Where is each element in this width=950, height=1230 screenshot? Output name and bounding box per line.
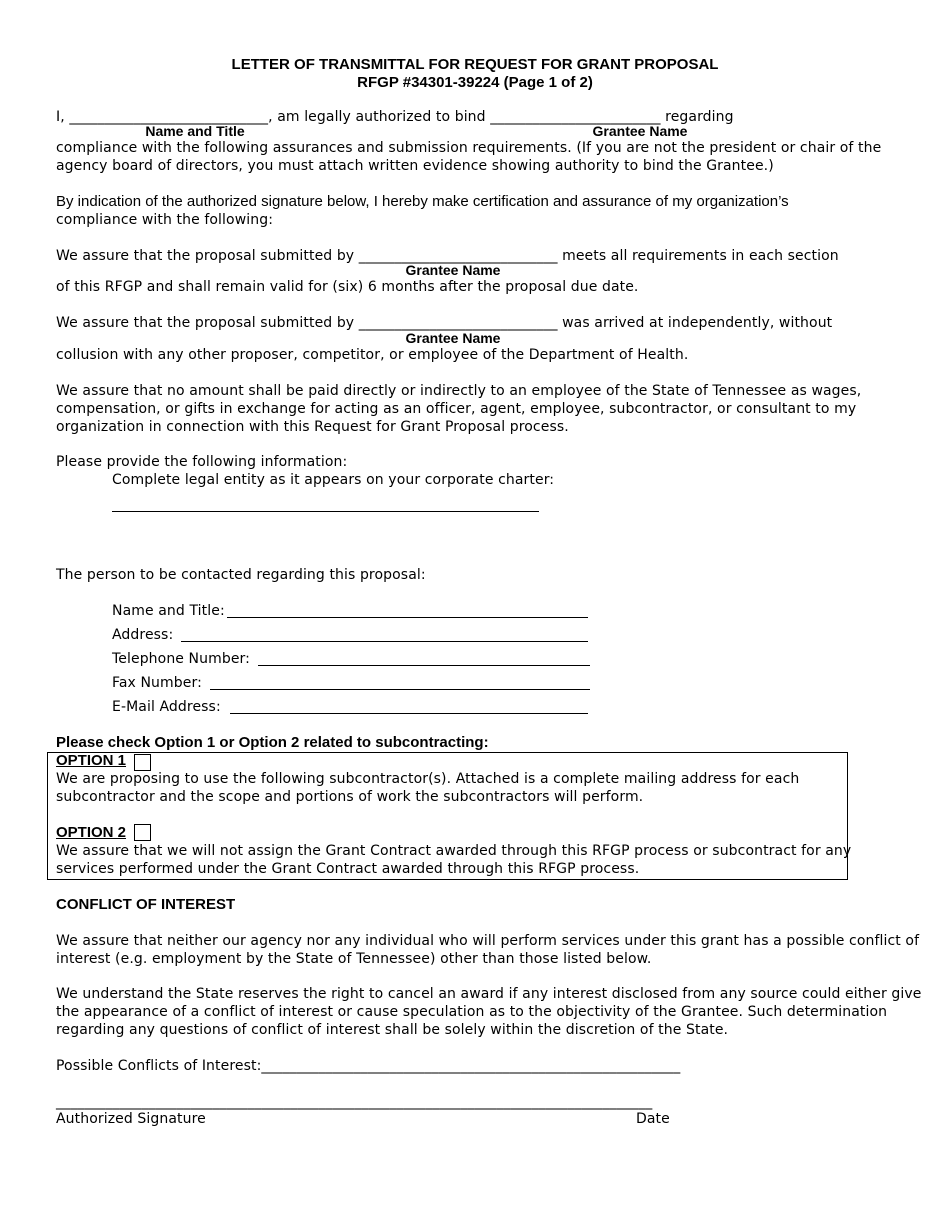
option-1-checkbox[interactable] — [134, 754, 151, 771]
option-1-line-1: We are proposing to use the following subcontractor(s). Attached is a complete mailing address for each — [56, 771, 800, 787]
contact-telephone-field[interactable] — [258, 648, 590, 666]
conflict-p2-line-2: the appearance of a conflict of interest or cause speculation as to the objectivity of the Grantee. Such determination — [56, 1004, 888, 1020]
legal-entity-field[interactable] — [112, 493, 539, 512]
option-2-line-1: We assure that we will not assign the Grant Contract awarded through this RFGP process or subcontract for any — [56, 843, 852, 859]
conflict-heading: CONFLICT OF INTEREST — [56, 896, 236, 913]
info-heading: Please provide the following information: — [56, 454, 348, 470]
assurance-1-grantee-caption: Grantee Name — [405, 262, 501, 278]
contact-fax-field[interactable] — [210, 672, 590, 690]
option-2-label: OPTION 2 — [56, 824, 127, 841]
assurance-2-line-1: We assure that the proposal submitted by ____________________________ was arrived at independently, without — [56, 315, 833, 331]
intro-line-1: I, ____________________________, am legally authorized to bind ________________________ regarding — [56, 109, 734, 125]
contact-heading: The person to be contacted regarding this proposal: — [56, 567, 426, 583]
conflict-p2-line-1: We understand the State reserves the right to cancel an award if any interest disclosed from any source could either give — [56, 986, 922, 1002]
option-2-line-2: services performed under the Grant Contract awarded through this RFGP process. — [56, 861, 640, 877]
intro-line-2: compliance with the following assurances and submission requirements. (If you are not the president or chair of the — [56, 140, 882, 156]
authorized-signature-label: Authorized Signature — [56, 1111, 206, 1127]
conflict-p1-line-2: interest (e.g. employment by the State of Tennessee) other than those listed below. — [56, 951, 652, 967]
contact-name-title-label: Name and Title: — [112, 603, 225, 619]
intro-line-3: agency board of directors, you must attach written evidence showing authority to bind the Grantee.) — [56, 158, 774, 174]
option-2-checkbox[interactable] — [134, 824, 151, 841]
assurance-2-line-2: collusion with any other proposer, competitor, or employee of the Department of Health. — [56, 347, 689, 363]
contact-fax-label: Fax Number: — [112, 675, 202, 691]
signature-line[interactable]: ____________________________________________________________________________________ — [56, 1094, 653, 1110]
assurance-3-line-3: organization in connection with this Request for Grant Proposal process. — [56, 419, 569, 435]
document-title: LETTER OF TRANSMITTAL FOR REQUEST FOR GRANT PROPOSAL — [231, 56, 719, 73]
assurance-3-line-2: compensation, or gifts in exchange for acting as an officer, agent, employee, subcontractor, or consultant to my — [56, 401, 857, 417]
option-1-label: OPTION 1 — [56, 752, 127, 769]
legal-entity-label: Complete legal entity as it appears on your corporate charter: — [112, 472, 555, 488]
possible-conflicts-field[interactable]: Possible Conflicts of Interest:___________________________________________________________ — [56, 1058, 681, 1074]
assurance-3-line-1: We assure that no amount shall be paid directly or indirectly to an employee of the State of Tennessee as wages, — [56, 383, 862, 399]
conflict-p2-line-3: regarding any questions of conflict of interest shall be solely within the discretion of the State. — [56, 1022, 729, 1038]
contact-email-label: E-Mail Address: — [112, 699, 221, 715]
contact-telephone-label: Telephone Number: — [112, 651, 250, 667]
assurance-1-line-1: We assure that the proposal submitted by ____________________________ meets all requirements in each section — [56, 248, 839, 264]
certification-line-2: compliance with the following: — [56, 212, 274, 228]
assurance-1-line-2: of this RFGP and shall remain valid for (six) 6 months after the proposal due date. — [56, 279, 639, 295]
assurance-2-grantee-caption: Grantee Name — [405, 330, 501, 346]
options-heading: Please check Option 1 or Option 2 related to subcontracting: — [56, 734, 489, 751]
contact-address-label: Address: — [112, 627, 174, 643]
contact-name-title-field[interactable] — [227, 600, 588, 618]
grantee-name-caption: Grantee Name — [592, 123, 688, 139]
contact-email-field[interactable] — [230, 696, 588, 714]
contact-address-field[interactable] — [181, 624, 588, 642]
date-label: Date — [636, 1111, 670, 1127]
certification-line-1: By indication of the authorized signature below, I hereby make certification and assurance of my organization’s — [56, 193, 789, 210]
option-1-line-2: subcontractor and the scope and portions of work the subcontractors will perform. — [56, 789, 644, 805]
document-subtitle: RFGP #34301-39224 (Page 1 of 2) — [357, 74, 593, 91]
conflict-p1-line-1: We assure that neither our agency nor any individual who will perform services under this grant has a possible conflict of — [56, 933, 920, 949]
name-title-caption: Name and Title — [145, 123, 245, 139]
